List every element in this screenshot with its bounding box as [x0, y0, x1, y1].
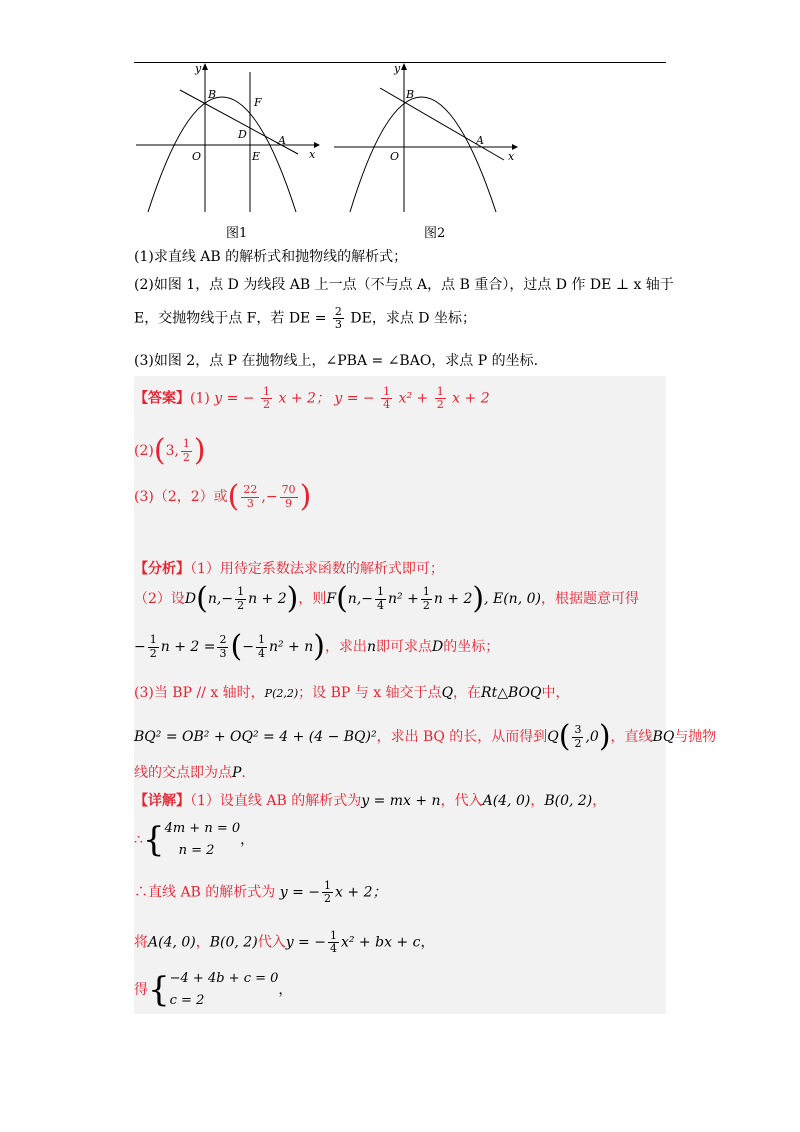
fraction — [217, 634, 228, 659]
a3-prefix: (3)（2，2）或 — [134, 489, 228, 505]
math-B: B(0, 2) — [544, 793, 593, 809]
numerator: 1 — [329, 929, 337, 942]
question-2-line-1: (2)如图 1，点 D 为线段 AB 上一点（不与点 A，点 B 重合），过点 D 作 DE ⊥ x 轴于 — [134, 277, 674, 293]
label-F: F — [254, 96, 262, 109]
text: 中， — [541, 685, 570, 701]
text: ，代入 — [440, 793, 483, 809]
math-F: F — [326, 591, 337, 607]
label-O: O — [192, 150, 202, 163]
paren-close: ) — [286, 581, 299, 616]
denominator: 2 — [324, 892, 332, 906]
paren-open: ( — [336, 581, 348, 616]
fraction — [381, 386, 392, 411]
detail-label: 【详解】 — [134, 793, 190, 809]
text: ，则 — [298, 591, 327, 607]
analysis-4 — [134, 682, 569, 702]
math: − — [134, 639, 146, 655]
detail-3 — [134, 880, 386, 905]
math-A: A(4, 0) — [148, 934, 196, 951]
paren-close: ) — [313, 629, 325, 664]
paren-close: ) — [299, 479, 312, 514]
text: ∴直线 AB 的解析式为 — [134, 884, 276, 901]
brace: { — [142, 820, 165, 860]
text: ， — [240, 832, 255, 848]
analysis-2 — [134, 581, 639, 616]
math-triangle: Rt△BOQ — [481, 685, 542, 701]
a1-y2-mid: x² + — [398, 390, 429, 407]
denominator: 4 — [257, 646, 265, 660]
math: n,− — [207, 591, 234, 607]
label-A: A — [476, 134, 484, 147]
fraction — [181, 438, 192, 463]
fraction — [322, 880, 333, 905]
denominator: 3 — [219, 646, 227, 660]
a1-y2-rest: x + 2 — [452, 390, 490, 407]
analysis-p1: （1）用待定系数法求函数的解析式即可； — [190, 561, 444, 577]
text: ， — [195, 934, 210, 951]
detail-2 — [134, 818, 254, 862]
system — [165, 818, 241, 862]
answer-label: 【答案】 — [134, 390, 190, 407]
numerator: 1 — [422, 585, 430, 599]
fraction — [280, 484, 298, 509]
fraction — [572, 724, 583, 749]
math: n + 2 = — [160, 639, 216, 655]
text: ，求出 — [324, 639, 367, 655]
detail-4 — [134, 930, 434, 955]
numerator: 22 — [243, 483, 258, 497]
math: n,− — [347, 591, 373, 607]
answer-1 — [134, 386, 490, 411]
label-B: B — [406, 88, 415, 101]
denominator: 2 — [237, 598, 245, 612]
figure-2-caption: 图2 — [424, 226, 446, 241]
question-1: (1)求直线 AB 的解析式和抛物线的解析式； — [134, 249, 408, 265]
numerator: 1 — [436, 385, 444, 398]
detail-1 — [134, 790, 606, 810]
paren-open: ( — [227, 479, 240, 514]
q2-text-b: DE，求点 D 坐标； — [350, 310, 476, 327]
numerator: 70 — [281, 483, 296, 497]
denominator: 3 — [334, 318, 342, 332]
analysis-3 — [134, 629, 500, 664]
equation: 4m + n = 0 — [164, 821, 241, 836]
denominator: 2 — [422, 598, 430, 612]
text: ，在 — [453, 685, 482, 701]
system — [170, 968, 279, 1012]
a2-prefix: (2) — [134, 443, 154, 459]
numerator: 1 — [237, 585, 245, 599]
math: x² + bx + c — [340, 934, 421, 951]
math-D: D — [431, 639, 444, 655]
denominator: 2 — [149, 646, 157, 660]
text: 代入 — [257, 934, 286, 951]
label-E: E — [252, 150, 261, 163]
denominator: 2 — [182, 450, 190, 464]
denominator: 4 — [383, 398, 391, 412]
numerator: 2 — [334, 305, 342, 318]
fraction — [241, 484, 259, 509]
analysis-label: 【分析】 — [134, 561, 190, 577]
numerator: 1 — [263, 385, 271, 398]
math: − — [242, 639, 254, 655]
parabola — [148, 97, 296, 212]
therefore: ∴ — [134, 832, 143, 848]
fraction — [375, 586, 386, 611]
label-y: y — [394, 62, 401, 75]
text: 的坐标； — [443, 639, 500, 655]
numerator: 1 — [257, 633, 265, 647]
label-y: y — [195, 62, 202, 75]
math: y = − — [279, 884, 321, 901]
y-axis-arrow — [202, 63, 208, 70]
label-x: x — [508, 150, 515, 163]
math: ,0 — [585, 729, 599, 745]
paren-close: ) — [193, 433, 206, 468]
denominator: 4 — [377, 598, 384, 612]
math: n² + n — [268, 639, 314, 655]
math-Q: Q — [441, 685, 454, 701]
math: n + 2 — [433, 591, 473, 607]
a1-y2: y = − — [334, 390, 375, 407]
q2-text-a: E，交抛物线于点 F，若 DE = — [134, 310, 327, 327]
a3-sep: ,− — [261, 489, 278, 505]
a1-y1: y = − — [214, 390, 255, 407]
text: （1）设直线 AB 的解析式为 — [190, 793, 362, 809]
fraction — [421, 586, 432, 611]
figure-1-graph — [134, 62, 324, 222]
figure-2 — [332, 62, 522, 226]
brace: { — [148, 970, 170, 1010]
answer-3 — [134, 479, 312, 514]
text: ，直线 — [610, 729, 653, 745]
math: y = − — [285, 934, 326, 951]
math-n: n — [366, 639, 376, 655]
analysis-6 — [134, 762, 246, 782]
math-A: A(4, 0) — [482, 793, 531, 809]
a2-val: 3, — [165, 443, 179, 459]
text: 即可求点 — [375, 639, 432, 655]
answer-2 — [134, 433, 206, 468]
figure-2-graph — [332, 62, 522, 222]
text: 线的交点即为点 — [134, 765, 232, 781]
text: ，求出 BQ 的长，从而得到 — [376, 729, 548, 745]
math: , E(n, 0) — [484, 591, 541, 607]
numerator: 1 — [377, 585, 384, 599]
denominator: 9 — [285, 496, 293, 510]
label-B: B — [208, 88, 217, 101]
denominator: 2 — [263, 398, 271, 412]
denominator: 3 — [246, 496, 254, 510]
fraction — [148, 634, 159, 659]
math: n + 2 — [248, 591, 287, 607]
numerator: 1 — [383, 385, 391, 398]
denominator: 4 — [329, 942, 337, 956]
parabola — [350, 97, 496, 212]
figure-1 — [134, 62, 324, 226]
math: y = mx + n — [361, 793, 441, 809]
math: n² + — [388, 591, 419, 607]
label-D: D — [238, 128, 247, 141]
analysis-1 — [134, 558, 444, 578]
text: (3)当 BP // x 轴时， — [134, 685, 265, 701]
math-equation: BQ² = OB² + OQ² = 4 + (4 − BQ)² — [134, 729, 377, 745]
paren-close: ) — [472, 581, 485, 616]
fraction — [256, 634, 267, 659]
text: ，根据题意可得 — [540, 591, 639, 607]
paren-open: ( — [230, 629, 243, 664]
paren-open: ( — [558, 719, 571, 754]
fraction — [261, 386, 272, 411]
text: 将 — [134, 934, 148, 951]
question-3: (3)如图 2，点 P 在抛物线上，∠PBA = ∠BAO，求点 P 的坐标. — [134, 353, 539, 369]
y-axis-arrow — [401, 63, 407, 70]
detail-5 — [134, 968, 292, 1012]
numerator: 2 — [219, 633, 227, 647]
fraction — [328, 930, 339, 955]
denominator: 2 — [574, 736, 582, 750]
math-BQ: BQ — [652, 729, 675, 745]
text: 与抛物 — [674, 729, 717, 745]
text: ， — [530, 793, 545, 809]
math-D: D — [184, 591, 197, 607]
text: ；设 BP 与 x 轴交于点 — [298, 685, 442, 701]
numerator: 3 — [574, 723, 582, 737]
math-P: P(2,2) — [264, 687, 299, 700]
equation: −4 + 4b + c = 0 — [169, 971, 279, 986]
text: ， — [278, 982, 293, 998]
math: x + 2； — [335, 884, 387, 901]
question-2-line-2 — [134, 306, 476, 331]
analysis-5 — [134, 719, 717, 754]
text: 得 — [134, 982, 148, 998]
numerator: 1 — [149, 633, 157, 647]
text: ， — [420, 934, 435, 951]
text: （2）设 — [134, 591, 185, 607]
fraction — [435, 386, 446, 411]
equation: c = 2 — [169, 993, 205, 1008]
equation: n = 2 — [178, 843, 215, 858]
text: . — [241, 765, 246, 781]
figure-1-caption: 图1 — [226, 226, 248, 241]
fraction — [235, 586, 246, 611]
text: ， — [592, 793, 607, 809]
paren-open: ( — [153, 433, 166, 468]
a1-prefix: (1) — [190, 390, 210, 407]
math-Q: Q — [547, 729, 559, 745]
numerator: 1 — [324, 879, 332, 892]
numerator: 1 — [182, 437, 190, 451]
paren-close: ) — [598, 719, 611, 754]
label-O: O — [390, 150, 400, 163]
label-A: A — [278, 134, 286, 147]
a1-y1-rest: x + 2； — [278, 390, 330, 407]
denominator: 2 — [436, 398, 444, 412]
label-x: x — [309, 148, 316, 161]
math-P: P — [232, 765, 242, 781]
paren-open: ( — [196, 581, 208, 616]
fraction — [333, 306, 344, 331]
math-B: B(0, 2) — [209, 934, 258, 951]
